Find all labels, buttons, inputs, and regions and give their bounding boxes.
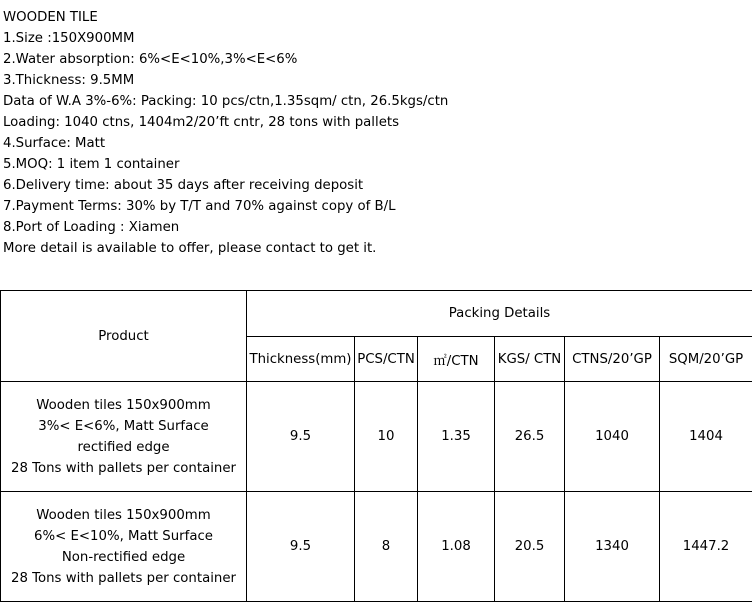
product-header: Product [1,291,247,382]
col-header-kgs-ctn: KGS/ CTN [495,337,565,382]
kgs-ctn-cell: 26.5 [495,382,565,492]
thickness-cell: 9.5 [247,492,355,602]
table-row [1,382,752,492]
product-edge: Non-rectified edge [1,547,246,568]
spec-thickness: 3.Thickness: 9.5MM [3,70,448,91]
spec-surface: 4.Surface: Matt [3,133,448,154]
spec-size: 1.Size :150X900MM [3,28,448,49]
spec-title: WOODEN TILE [3,7,448,28]
thickness-cell: 9.5 [247,382,355,492]
col-header-ctns-20gp: CTNS/20’GP [565,337,660,382]
product-cell [1,382,247,492]
product-loading: 28 Tons with pallets per container [1,568,246,589]
col-header-pcs-ctn: PCS/CTN [355,337,418,382]
product-name: Wooden tiles 150x900mm [1,505,246,526]
spec-block [3,7,448,259]
sqm-20gp-cell: 1404 [660,382,752,492]
packing-table [0,290,752,602]
spec-delivery-time: 6.Delivery time: about 35 days after receiving deposit [3,175,448,196]
spec-packing-data: Data of W.A 3%-6%: Packing: 10 pcs/ctn,1.35sqm/ ctn, 26.5kgs/ctn [3,91,448,112]
ctns-20gp-cell: 1340 [565,492,660,602]
kgs-ctn-cell: 20.5 [495,492,565,602]
pcs-ctn-cell: 8 [355,492,418,602]
spec-water-absorption: 2.Water absorption: 6%<E<10%,3%<E<6% [3,49,448,70]
product-edge: rectified edge [1,437,246,458]
spec-moq: 5.MOQ: 1 item 1 container [3,154,448,175]
spec-contact-note: More detail is available to offer, please contact to get it. [3,238,448,259]
m2-ctn-cell: 1.08 [418,492,495,602]
col-header-sqm-20gp: SQM/20’GP [660,337,752,382]
product-spec: 3%< E<6%, Matt Surface [1,416,246,437]
spec-port-of-loading: 8.Port of Loading : Xiamen [3,217,448,238]
sqm-20gp-cell: 1447.2 [660,492,752,602]
col-header-thickness: Thickness(mm) [247,337,355,382]
spec-loading: Loading: 1040 ctns, 1404m2/20’ft cntr, 28 tons with pallets [3,112,448,133]
header-row-group [1,291,752,337]
table-row [1,492,752,602]
product-cell [1,492,247,602]
ctns-20gp-cell: 1040 [565,382,660,492]
product-spec: 6%< E<10%, Matt Surface [1,526,246,547]
col-header-m2-ctn: ㎡/CTN [418,337,495,382]
m2-ctn-cell: 1.35 [418,382,495,492]
product-loading: 28 Tons with pallets per container [1,458,246,479]
packing-details-header: Packing Details [247,291,752,337]
pcs-ctn-cell: 10 [355,382,418,492]
product-name: Wooden tiles 150x900mm [1,395,246,416]
spec-payment-terms: 7.Payment Terms: 30% by T/T and 70% against copy of B/L [3,196,448,217]
